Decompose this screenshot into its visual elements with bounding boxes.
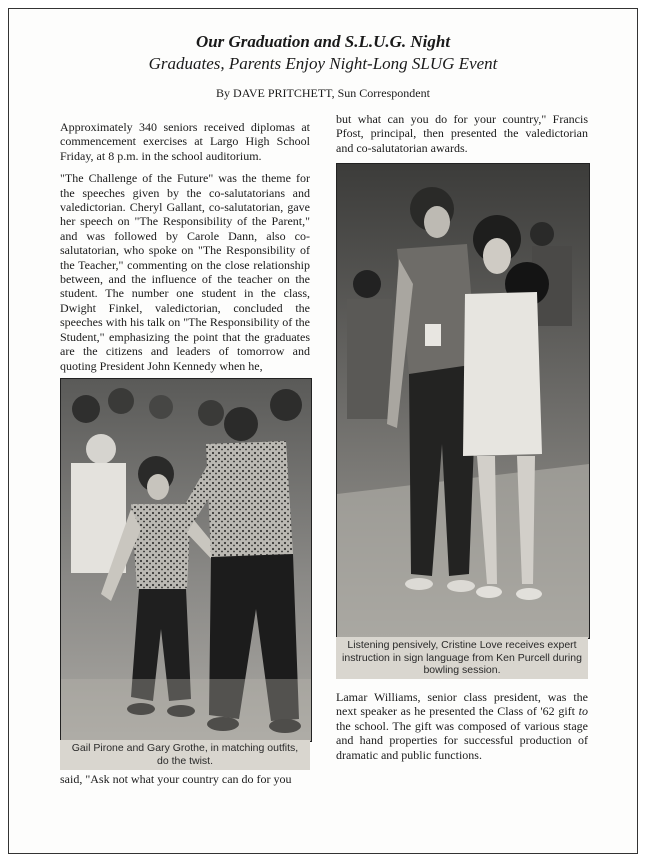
paragraph-kennedy-quote: said, "Ask not what your country can do for you xyxy=(60,772,292,786)
caption-bowling-line-1: Listening pensively, Cristine Love receives expert xyxy=(347,639,577,651)
right-column-bottom xyxy=(336,690,588,770)
article-subtitle: Graduates, Parents Enjoy Night-Long SLUG Event xyxy=(148,54,498,73)
caption-twist-line-1: Gail Pirone and Gary Grothe, in matching outfits, xyxy=(71,742,299,754)
caption-twist-line-2: do the twist. xyxy=(156,754,214,767)
paragraph-class-gift xyxy=(336,690,588,762)
left-column-bottom xyxy=(60,772,310,794)
class-gift-emphasis: to xyxy=(578,704,588,719)
caption-bowling-session xyxy=(336,637,588,679)
left-column-top xyxy=(60,120,310,381)
byline: By DAVE PRITCHETT, Sun Correspondent xyxy=(216,86,430,100)
photo-twist-dancers-image xyxy=(61,379,311,741)
right-column-top xyxy=(336,112,588,163)
paragraph-intro: Approximately 340 seniors received diplomas at commencement exercises at Largo High School Friday, at 8 p.m. in the school auditorium. xyxy=(60,120,310,163)
photo-twist-dancers xyxy=(60,378,312,742)
paragraph-awards: but what can you do for your country," Francis Pfost, principal, then presented the valedictorian and co-salutatorian awards. xyxy=(336,112,588,155)
caption-twist-dancers xyxy=(60,740,310,770)
photo-bowling-session xyxy=(336,163,590,639)
paragraph-speeches: "The Challenge of the Future" was the theme for the speeches given by the co-salutatorians and valedictorian. Cheryl Gallant, co-salutatorian, gave her speech on "The Responsibility of the Parent," and was followed by Carole Dann, also co-salutatorian, who spoke on "The Responsibility of the Teacher," commenting on the close relationship between, and the influence of the teacher on the student. The number one student in the class, Dwight Finkel, valedictorian, concluded the speeches with his talk on "The Responsibility of the Student," emphasizing the point that the graduates are the citizens and leaders of tomorrow and quoting President John Kennedy when he, xyxy=(60,171,310,373)
class-gift-text-a: Lamar Williams, senior class president, was the next speaker as he presented the Class of '62 gift xyxy=(336,690,588,719)
article-title: Our Graduation and S.L.U.G. Night xyxy=(195,32,451,51)
class-gift-text-b: the school. The gift was composed of various stage and hand properties for successful production of dramatic and public functions. xyxy=(336,718,588,762)
caption-bowling-line-2: instruction in sign language from Ken Purcell during xyxy=(342,651,582,664)
caption-bowling-line-3: bowling session. xyxy=(423,664,501,676)
photo-bowling-session-image xyxy=(337,164,589,638)
